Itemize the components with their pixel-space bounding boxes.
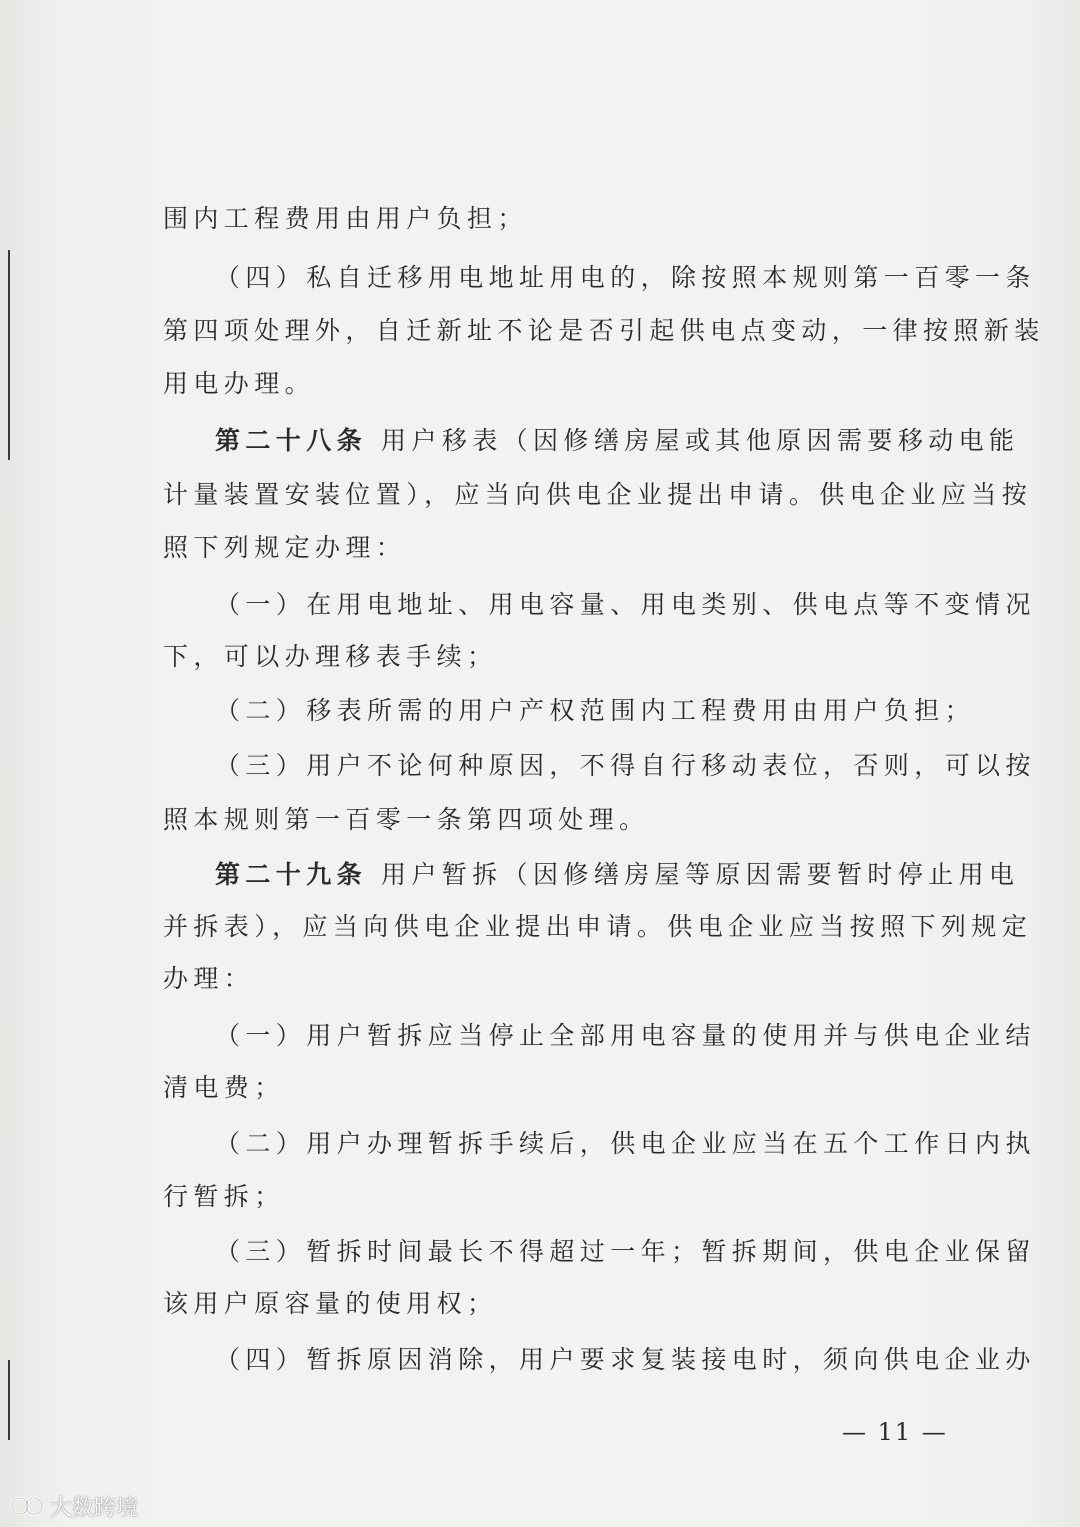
text-line: 第四项处理外，自迁新址不论是否引起供电点变动，一律按照新装 <box>163 316 1045 345</box>
article-heading: 第二十八条 <box>215 426 368 455</box>
text-line: 照本规则第一百零一条第四项处理。 <box>163 805 650 834</box>
text-line: 下，可以办理移表手续； <box>163 642 498 671</box>
text-line: （一）在用电地址、用电容量、用电类别、供电点等不变情况 <box>215 590 1036 619</box>
text-line: 用电办理。 <box>163 369 316 398</box>
text-line: 计量装置安装位置），应当向供电企业提出申请。供电企业应当按 <box>163 480 1033 509</box>
text-line: 并拆表），应当向供电企业提出申请。供电企业应当按照下列规定 <box>163 912 1033 941</box>
text-line: 照下列规定办理： <box>163 533 407 562</box>
text-line: 行暂拆； <box>163 1182 285 1211</box>
watermark <box>10 1492 138 1520</box>
scan-edge-line <box>8 1360 10 1440</box>
text-line: （三）用户不论何种原因，不得自行移动表位，否则，可以按 <box>215 751 1036 780</box>
text-line: 清电费； <box>163 1073 285 1102</box>
text-line: 围内工程费用由用户负担； <box>163 204 528 233</box>
watermark-text: 大数跨境 <box>50 1495 139 1521</box>
text-line: （二）用户办理暂拆手续后，供电企业应当在五个工作日内执 <box>215 1129 1036 1158</box>
page-number: — 11 — <box>842 1418 948 1446</box>
article-heading: 第二十九条 <box>215 860 368 889</box>
brand-logo-icon <box>10 1494 46 1518</box>
text-line: （二）移表所需的用户产权范围内工程费用由用户负担； <box>215 696 976 725</box>
text-line: （四）私自迁移用电地址用电的，除按照本规则第一百零一条 <box>215 263 1036 292</box>
text-line: 办理： <box>163 964 255 993</box>
text-line: 该用户原容量的使用权； <box>163 1289 498 1318</box>
text-line: （三）暂拆时间最长不得超过一年；暂拆期间，供电企业保留 <box>215 1237 1036 1266</box>
text-line: （四）暂拆原因消除，用户要求复装接电时，须向供电企业办 <box>215 1345 1036 1374</box>
article-line: 第二十八条 用户移表（因修缮房屋或其他原因需要移动电能 <box>215 426 1020 455</box>
article-line: 第二十九条 用户暂拆（因修缮房屋等原因需要暂时停止用电 <box>215 860 1020 889</box>
text-line: （一）用户暂拆应当停止全部用电容量的使用并与供电企业结 <box>215 1021 1036 1050</box>
scan-edge-line <box>8 250 10 460</box>
